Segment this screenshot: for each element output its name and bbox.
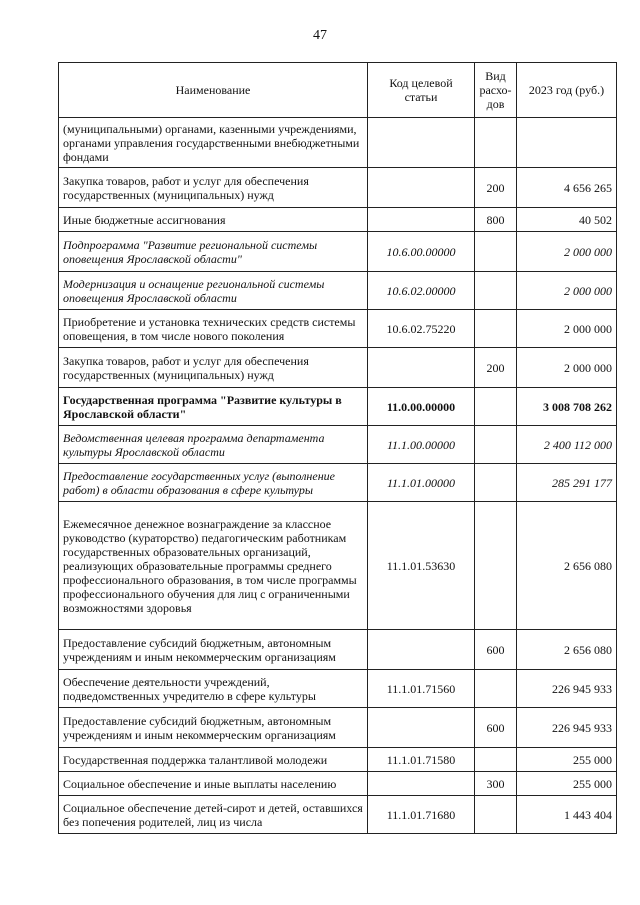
table-row [59,796,617,834]
cell-name: Предоставление субсидий бюджетным, автономным учреждениям и иным некоммерческим организациям [59,630,368,670]
cell-sum: 40 502 [517,208,617,232]
cell-name: Закупка товаров, работ и услуг для обеспечения государственных (муниципальных) нужд [59,348,368,388]
cell-sum: 2 400 112 000 [517,426,617,464]
table-row [59,168,617,208]
cell-name: Ежемесячное денежное вознаграждение за классное руководство (кураторство) педагогическим работникам государственных образовательных организаций, реализующих образовательные программы среднего профессионального образования, в том числе программы профессионального обучения для лиц с ограниченными возможностями здоровья [59,502,368,630]
header-name: Наименование [59,63,368,118]
cell-code: 10.6.02.75220 [368,310,475,348]
cell-code [368,168,475,208]
table-row [59,748,617,772]
cell-sum: 3 008 708 262 [517,388,617,426]
cell-name: (муниципальными) органами, казенными учреждениями, органами управления государственными внебюджетными фондами [59,118,368,168]
cell-sum: 285 291 177 [517,464,617,502]
cell-code: 10.6.00.00000 [368,232,475,272]
cell-sum: 2 000 000 [517,310,617,348]
cell-name: Ведомственная целевая программа департамента культуры Ярославской области [59,426,368,464]
cell-name: Обеспечение деятельности учреждений, подведомственных учредителю в сфере культуры [59,670,368,708]
cell-sum: 226 945 933 [517,670,617,708]
cell-sum: 2 000 000 [517,272,617,310]
cell-code [368,208,475,232]
table-row [59,464,617,502]
cell-code: 10.6.02.00000 [368,272,475,310]
cell-code: 11.1.01.71560 [368,670,475,708]
cell-vid [475,232,517,272]
table-body [59,118,617,834]
cell-vid: 300 [475,772,517,796]
cell-name: Иные бюджетные ассигнования [59,208,368,232]
cell-name: Государственная программа "Развитие культуры в Ярославской области" [59,388,368,426]
table-row [59,388,617,426]
cell-code: 11.0.00.00000 [368,388,475,426]
cell-code: 11.1.01.53630 [368,502,475,630]
cell-code: 11.1.01.71580 [368,748,475,772]
cell-name: Приобретение и установка технических средств системы оповещения, в том числе нового поколения [59,310,368,348]
cell-sum: 2 656 080 [517,502,617,630]
table-row [59,708,617,748]
cell-vid: 600 [475,630,517,670]
table-row [59,772,617,796]
cell-vid [475,310,517,348]
cell-name: Предоставление субсидий бюджетным, автономным учреждениям и иным некоммерческим организациям [59,708,368,748]
cell-vid: 200 [475,348,517,388]
cell-code [368,118,475,168]
cell-sum: 255 000 [517,748,617,772]
cell-vid [475,796,517,834]
cell-sum: 226 945 933 [517,708,617,748]
page-number: 47 [313,28,327,43]
cell-vid [475,426,517,464]
cell-name: Социальное обеспечение и иные выплаты населению [59,772,368,796]
cell-sum: 2 000 000 [517,232,617,272]
cell-name: Государственная поддержка талантливой молодежи [59,748,368,772]
cell-name: Подпрограмма "Развитие региональной системы оповещения Ярославской области" [59,232,368,272]
cell-name: Закупка товаров, работ и услуг для обеспечения государственных (муниципальных) нужд [59,168,368,208]
cell-sum: 2 656 080 [517,630,617,670]
cell-name: Социальное обеспечение детей-сирот и детей, оставшихся без попечения родителей, лиц из числа [59,796,368,834]
cell-sum: 1 443 404 [517,796,617,834]
table-row [59,310,617,348]
cell-vid: 600 [475,708,517,748]
cell-vid [475,388,517,426]
cell-code: 11.1.00.00000 [368,426,475,464]
table-row [59,630,617,670]
cell-vid [475,502,517,630]
cell-vid [475,748,517,772]
cell-code: 11.1.01.71680 [368,796,475,834]
cell-code: 11.1.01.00000 [368,464,475,502]
table-row [59,208,617,232]
cell-vid: 200 [475,168,517,208]
cell-vid [475,118,517,168]
header-vid: Вид расхо-дов [475,63,517,118]
table-row [59,272,617,310]
cell-vid [475,272,517,310]
table-row [59,232,617,272]
cell-code [368,708,475,748]
table-row [59,670,617,708]
cell-sum: 255 000 [517,772,617,796]
cell-code [368,772,475,796]
table-row [59,426,617,464]
cell-sum [517,118,617,168]
table-row [59,348,617,388]
table-row [59,502,617,630]
cell-sum: 4 656 265 [517,168,617,208]
cell-code [368,630,475,670]
cell-code [368,348,475,388]
cell-name: Предоставление государственных услуг (выполнение работ) в области образования в сфере культуры [59,464,368,502]
table-header-row [59,63,617,118]
cell-name: Модернизация и оснащение региональной системы оповещения Ярославской области [59,272,368,310]
header-sum: 2023 год (руб.) [517,63,617,118]
cell-vid [475,464,517,502]
cell-sum: 2 000 000 [517,348,617,388]
budget-table [58,62,617,834]
cell-vid [475,670,517,708]
cell-vid: 800 [475,208,517,232]
header-code: Код целевой статьи [368,63,475,118]
table-row [59,118,617,168]
